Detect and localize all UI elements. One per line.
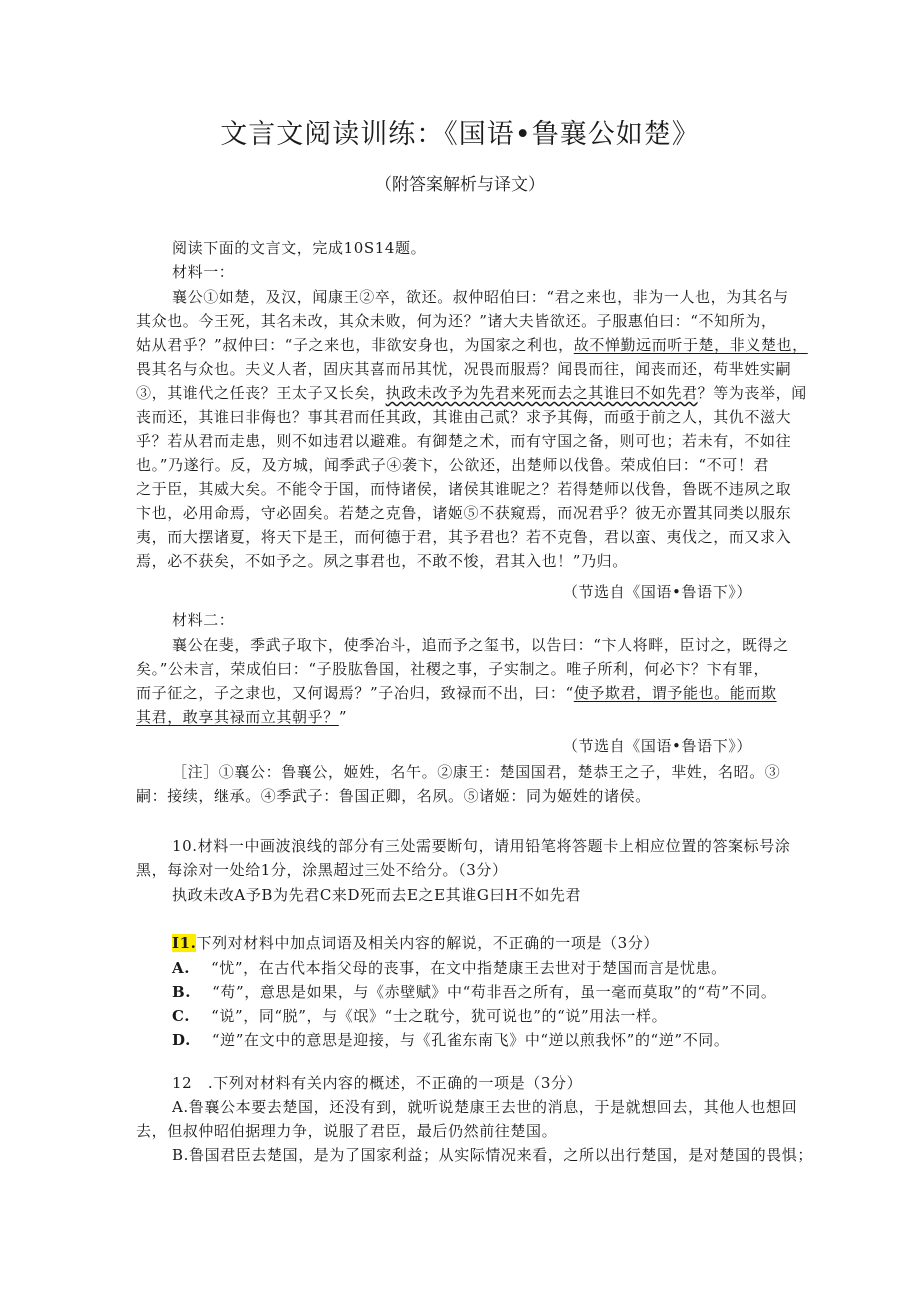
underlined-sentence: 使予欺君，谓予能也。能而欺 (573, 684, 777, 702)
material-two-line: 其君，敢享其禄而立其朝乎？” (136, 708, 348, 726)
material-one-label: 材料一： (172, 263, 235, 281)
material-two-line: 而子征之，子之隶也，又何谒焉？”子冶归，致禄而不出，曰：“使予欺君，谓予能也。能而欺 (136, 684, 777, 702)
option-b: B. “苟”，意思是如果，与《赤壁赋》中“苟非吾之所有，虽一毫而莫取”的“苟”不同。 (172, 983, 777, 1001)
question-10: 黑，每涂对一处给1分，涂黑超过三处不给分。（3分） (136, 861, 508, 879)
question-10-answer: 执政未改A予B为先君C来D死而去E之E其谁G曰H不如先君 (172, 886, 582, 904)
material-one-line: 襄公①如楚，及汉，闻康王②卒，欲还。叔仲昭伯曰：“君之来也，非为一人也，为其名与 (172, 288, 789, 306)
question-11-number: I1. (172, 934, 197, 952)
material-one-source: （节选自《国语•鲁语下》） (562, 583, 752, 601)
material-one-line: 其众也。今王死，其名未改，其众未败，何为还？”诸大夫皆欲还。子服惠伯曰：“不知所为， (136, 312, 777, 330)
document-title: 文言文阅读训练：《国语•鲁襄公如楚》 (220, 119, 700, 150)
material-one-line: ③，其谁代之任丧？王太子又长矣，执政未改予为先君来死而去之其谁曰不如先君？等为丧举，闻 (136, 384, 807, 402)
instructions: 阅读下面的文言文，完成10S14题。 (172, 239, 427, 257)
material-one-line: 夷，而大摆诸夏，将天下是王，而何德于君，其予君也？若不克鲁，君以蛮、夷伐之，而又求入 (136, 528, 792, 546)
notes-line: ［注］①襄公：鲁襄公，姬姓，名午。②康王：楚国国君，楚恭王之子，芈姓，名昭。③ (172, 763, 781, 781)
material-two-line: 襄公在斐，季武子取卞，使季冶斗，追而予之玺书，以告曰：“卞人将畔，臣讨之，既得之 (172, 636, 789, 654)
document-subtitle: （附答案解析与译文） (375, 175, 545, 195)
material-one-line: 焉，必不获矣，不如予之。夙之事君也，不敢不悛，君其入也！”乃归。 (136, 552, 628, 570)
question-12-option-a: 去，但叔仲昭伯据理力争，说服了君臣，最后仍然前往楚国。 (136, 1122, 558, 1140)
question-11: I1.下列对材料中加点词语及相关内容的解说，不正确的一项是（3分） (172, 934, 660, 952)
underlined-sentence: 故不惮勤远而听于楚，非义楚也， (573, 336, 808, 354)
question-12-option-a: A.鲁襄公本要去楚国，还没有到，就听说楚康王去世的消息，于是就想回去，其他人也想回 (172, 1098, 798, 1116)
material-one-line: 之于臣，其威大矣。不能令于国，而恃诸侯，诸侯其谁昵之？若得楚师以伐鲁，鲁既不违夙之取 (136, 480, 792, 498)
notes-line: 嗣：接续，继承。④季武子：鲁国正卿，名夙。⑤诸姬：同为姬姓的诸侯。 (136, 787, 651, 805)
material-one-line: 也。”乃遂行。反，及方城，闻季武子④袭卞，公欲还，出楚师以伐鲁。荣成伯曰：“不可！君 (136, 456, 770, 474)
material-one-line: 姑从君乎？”叔仲曰：“子之来也，非欲安身也，为国家之利也，故不惮勤远而听于楚，非义楚也， (136, 336, 808, 354)
material-one-line: 卞也，必用命焉，守必固矣。若楚之克鲁，诸姬⑤不获窥焉，而况君乎？彼无亦置其同类以服东 (136, 504, 792, 522)
material-two-line: 矣。”公未言，荣成伯曰：“子股肱鲁国，社稷之事，子实制之。唯子所利，何必卞？卞有罪， (136, 660, 770, 678)
material-one-line: 乎？若从君而走患，则不如违君以避难。有御楚之术，而有守国之备，则可也；若未有，不如往 (136, 432, 792, 450)
option-d: D. “逆”在文中的意思是迎接，与《孔雀东南飞》中“逆以煎我怀”的“逆”不同。 (172, 1031, 730, 1049)
material-two-source: （节选自《国语•鲁语下》） (562, 737, 752, 755)
question-12-option-b: B.鲁国君臣去楚国，是为了国家利益；从实际情况来看，之所以出行楚国，是对楚国的畏惧； (172, 1146, 813, 1164)
question-12: 12 .下列对材料有关内容的概述，不正确的一项是（3分） (172, 1074, 583, 1092)
option-c: C. “说”，同“脱”，与《氓》“士之耽兮，犹可说也”的“说”用法一样。 (172, 1007, 668, 1025)
question-10: 10.材料一中画波浪线的部分有三处需要断句，请用铅笔将答题卡上相应位置的答案标号涂 (172, 837, 791, 855)
option-a: A. “忧”，在古代本指父母的丧事，在文中指楚康王去世对于楚国而言是忧患。 (172, 959, 727, 977)
material-one-line: 畏其名与众也。夫义人者，固庆其喜而吊其忧，况畏而服焉？闻畏而往，闻丧而还，苟芈姓实嗣 (136, 360, 792, 378)
wavy-underlined-passage: 执政未改予为先君来死而去之其谁曰不如先君 (385, 384, 698, 402)
underlined-sentence: 其君，敢享其禄而立其朝乎？ (136, 708, 339, 726)
material-one-line: 丧而还，其谁曰非侮也？事其君而任其政，其谁由己贰？求予其侮，而亟于前之人，其仇不滋大 (136, 408, 792, 426)
material-two-label: 材料二： (172, 611, 235, 629)
